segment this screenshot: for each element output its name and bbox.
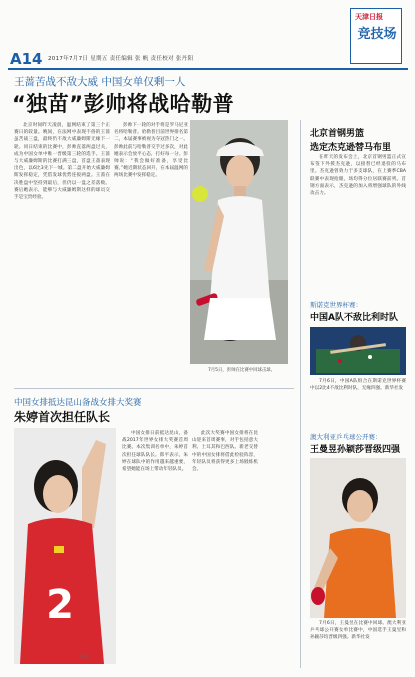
page-number: A14 [10,50,43,68]
main-headline: “独苗”彭帅将战哈勒普 [12,92,235,116]
dateline: 2017年7月7日 星期五 责任编辑 张 帆 责任校对 张丹阳 [48,56,194,62]
main-text-column-2 [114,122,188,372]
section-name: 竞技场 [357,27,397,42]
story1-paragraph: 在昨天的发布会上，北京首钢男篮正式宣布签下外援杰克逊，以接替已经退役的马布里。杰克逊曾效力于多支球队，在上赛季CBA联赛中表现抢眼，场均得分位居联赛前列。首钢方面表示，杰克逊的加入将增强球队的外线攻击力。 [310,155,406,197]
story2-text [310,378,406,426]
story1-title-line1: 北京首钢男篮 [310,129,365,139]
volleyball-paragraph-2: 此次大奖赛中国女排将在昆山迎来首周赛事，对手包括意大利、土耳其和巴西队。新老交替中的中国女排将借此检验阵容，年轻队员将获得更多上场锻炼机会。 [192,431,258,473]
volleyball-paragraph-1: 中国女排日前抵达昆山，备战2017年世界女排大奖赛首周比赛。本次集训名单中，朱婷首次担任球队队长。郎平表示，朱婷在球队中的作用越来越重要，希望她能在场上带动年轻队员。 [122,431,188,473]
zhu-photo-credit: 朱婷 [80,655,89,660]
main-kicker: 王蔷苦战不敌大威 中国女单仅剩一人 [14,76,186,88]
snooker-photo [310,327,406,375]
tennis-player-illustration [190,120,288,364]
jersey-number: 2 [46,582,74,628]
zhu-ting-photo [14,428,116,664]
peng-photo-caption: 7月5日，彭帅在比赛中回球击球。 [208,368,276,373]
story3-paragraph: 7月6日，王曼昱在比赛中回球。澳大利亚乒乓球公开赛女单比赛中，中国选手王曼昱和孙颖莎均晋级四强。新华社发 [310,621,406,641]
volleyball-player-illustration [14,428,116,664]
main-paragraph-2: 彭帅下一轮的对手将是罗马尼亚名将哈勒普。哈勒普目前世界排名第二，本届赛事被视为夺冠热门之一。彭帅此前与哈勒普交手过多次，对此她表示会放平心态，打好每一分。彭帅说：“我会做好准备，享受比赛。”她近期状态回升，在本届温网的两场比赛中发挥稳定。 [114,123,188,179]
story1-text [310,154,406,296]
paper-name: 天津日报 [355,13,383,21]
main-text-column-1 [14,122,110,372]
story2-paragraph: 7月6日，中国A队组合在斯诺克世界杯赛中以2比4不敌比利时队，无缘四强。新华社发 [310,379,406,392]
volleyball-kicker: 中国女排抵达昆山备战女排大奖赛 [14,398,142,408]
section-masthead [350,8,402,64]
page-header [8,6,408,70]
volleyball-headline: 朱婷首次担任队长 [14,410,111,424]
snooker-table-illustration [310,327,406,375]
story2-kicker: 斯诺克世界杯赛： [310,301,362,309]
volleyball-text-column-1 [122,430,188,664]
story1-title-line2: 选定杰克逊替马布里 [310,143,392,153]
column-divider [300,120,301,668]
volleyball-text-column-2 [192,430,258,664]
story3-kicker: 澳大利亚乒乓球公开赛： [310,433,382,441]
story2-title: 中国A队不敌比利时队 [310,313,398,323]
main-paragraph-1: 北京时间昨天凌晨，温网结束了第三个正赛日的较量。晚间，在法网中表现不俗的王蔷虽苦战三盘，最终仍不敌大威廉姆斯无缘下一轮。同日结束的比赛中，彭帅直落两盘过关，成为中国女单中唯一晋级第三轮的选手。王蔷与大威廉姆斯的比赛打满三盘，首盘王蔷表现出色，以6比3先下一城。第二盘开始大威廉姆斯发挥稳定，凭借发球优势连扳两盘。王蔷在决胜盘中坚持到最后，但仍以一盘之差落败。赛后她表示，能够与大威廉姆斯这样的球员交手是宝贵经验。 [14,123,110,201]
story3-text [310,620,406,668]
peng-shuai-photo [190,120,288,364]
header-rule [8,68,408,70]
wang-manyu-photo [310,458,406,618]
tennis-ball-icon [192,186,208,202]
story3-title: 王曼昱孙颖莎晋级四强 [310,445,401,455]
table-tennis-player-illustration [310,458,406,618]
section-divider [14,388,294,389]
